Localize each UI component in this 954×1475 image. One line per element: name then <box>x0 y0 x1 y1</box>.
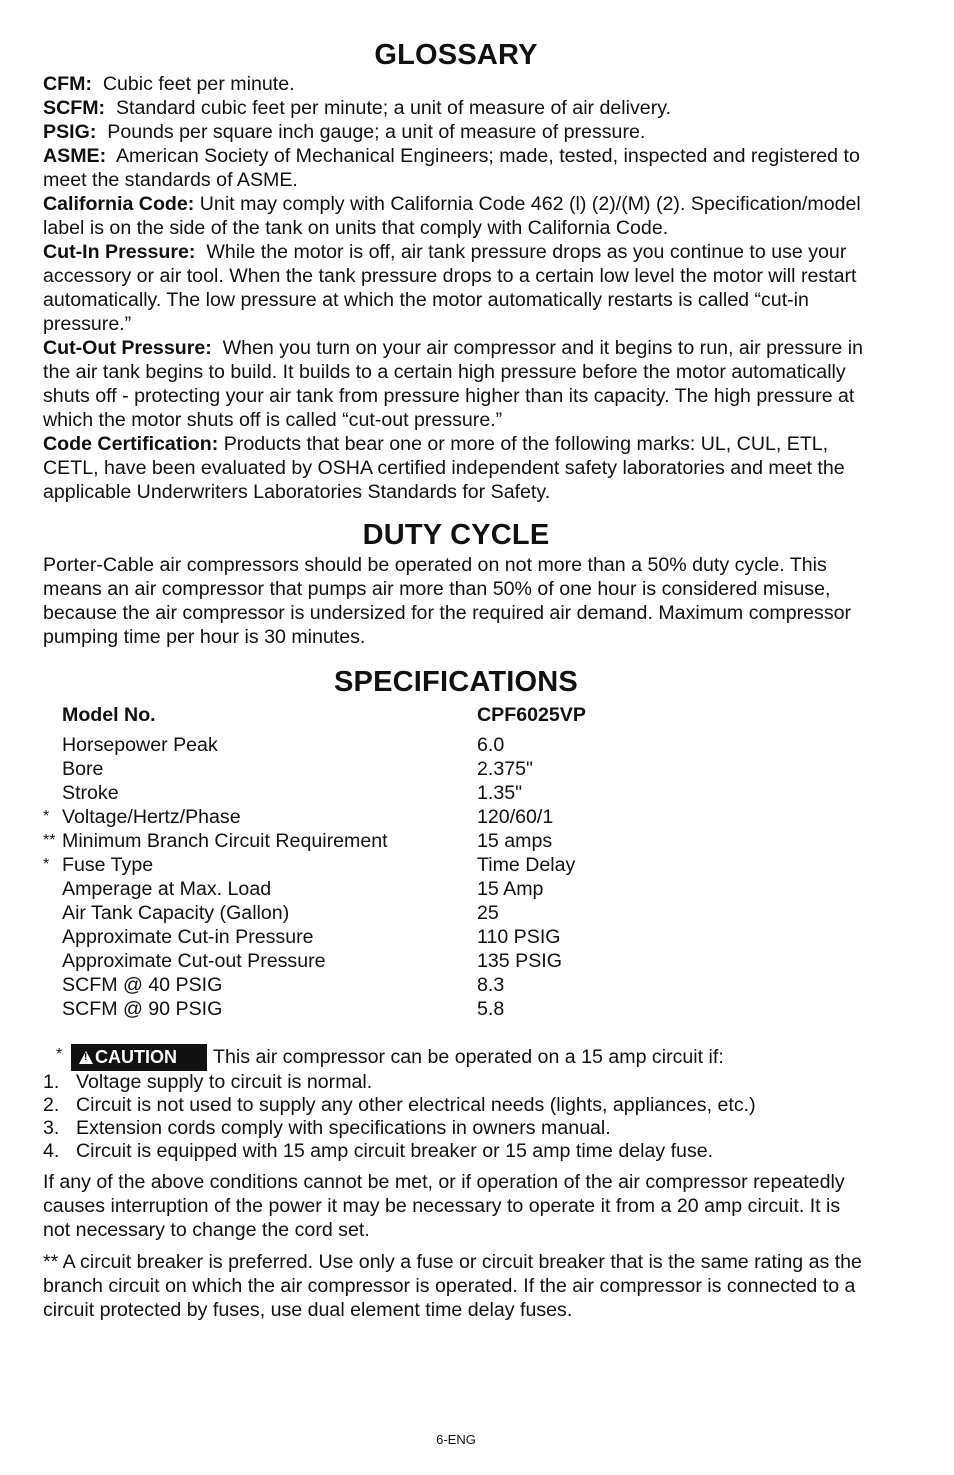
spec-row <box>43 757 869 781</box>
spec-row <box>43 997 869 1021</box>
glossary-term: SCFM: <box>43 97 106 119</box>
spec-value: 120/60/1 <box>477 806 554 828</box>
circuit-conditions-list <box>43 1071 869 1163</box>
spec-footnote-mark: * <box>43 856 50 873</box>
spec-label: Minimum Branch Circuit Requirement <box>62 830 388 852</box>
spec-value: 15 Amp <box>477 878 544 900</box>
spec-label: Approximate Cut-out Pressure <box>62 950 326 972</box>
spec-label: Bore <box>62 758 104 780</box>
spec-label: Amperage at Max. Load <box>62 878 272 900</box>
list-number: 1. <box>43 1071 60 1093</box>
spec-label: Voltage/Hertz/Phase <box>62 806 241 828</box>
list-number: 3. <box>43 1117 60 1139</box>
glossary-definition: While the motor is off, air tank pressure drops as you continue to use your accessory or air tool. When the tank pressure drops to a certain low level the motor will restart automatically. The low pressure at which the motor automatically restarts is called “cut-in pressure.” <box>43 241 857 335</box>
warning-triangle-icon <box>79 1051 93 1064</box>
list-text: Circuit is not used to supply any other electrical needs (lights, appliances, etc.) <box>76 1094 756 1116</box>
glossary-definition: Cubic feet per minute. <box>102 73 295 95</box>
spec-row <box>43 733 869 757</box>
glossary-entry <box>43 192 869 240</box>
caution-badge-label: CAUTION <box>95 1047 177 1067</box>
spec-value: 15 amps <box>477 830 553 852</box>
specifications-heading: SPECIFICATIONS <box>334 666 578 698</box>
glossary-definition: Unit may comply with California Code 462 (l) (2)/(M) (2). Specification/model label is on the side of the tank on units that comply with California Code. <box>43 193 861 239</box>
glossary-term: Cut-In Pressure: <box>43 241 196 263</box>
glossary-entry <box>43 336 869 432</box>
list-item <box>43 1117 869 1140</box>
glossary-entry <box>43 144 869 192</box>
list-number: 2. <box>43 1094 60 1116</box>
spec-row <box>43 901 869 925</box>
spec-row <box>43 853 869 877</box>
spec-row <box>43 829 869 853</box>
spec-row <box>43 877 869 901</box>
glossary-list <box>43 72 869 504</box>
manual-page <box>43 38 869 1322</box>
spec-value: 110 PSIG <box>477 926 561 948</box>
list-item <box>43 1094 869 1117</box>
glossary-definition: Standard cubic feet per minute; a unit of measure of air delivery. <box>115 97 672 119</box>
circuit-note: If any of the above conditions cannot be met, or if operation of the air compressor repeatedly causes interruption of the power it may be necessary to operate it from a 20 amp circuit. It is not necessary to change the cord set. <box>43 1171 845 1241</box>
spec-value: 6.0 <box>477 734 505 756</box>
glossary-entry <box>43 120 869 144</box>
glossary-definition: Pounds per square inch gauge; a unit of measure of pressure. <box>107 121 646 143</box>
duty-cycle-heading: DUTY CYCLE <box>362 519 550 551</box>
glossary-term: Cut-Out Pressure: <box>43 337 212 359</box>
glossary-entry <box>43 72 869 96</box>
spec-value: 2.375" <box>477 758 533 780</box>
spec-row <box>43 973 869 997</box>
list-text: Voltage supply to circuit is normal. <box>76 1071 373 1093</box>
glossary-entry <box>43 432 869 504</box>
spec-row <box>43 949 869 973</box>
spec-header-row <box>43 703 869 727</box>
glossary-entry <box>43 96 869 120</box>
glossary-term: Code Certification: <box>43 433 219 455</box>
spec-row <box>43 805 869 829</box>
glossary-entry <box>43 240 869 336</box>
page-number: 6-ENG <box>436 1432 476 1447</box>
specifications-table <box>43 703 869 1021</box>
spec-value: 8.3 <box>477 974 505 996</box>
spec-header-value: CPF6025VP <box>477 704 586 726</box>
spec-label: Horsepower Peak <box>62 734 218 756</box>
glossary-term: CFM: <box>43 73 92 95</box>
spec-label: Air Tank Capacity (Gallon) <box>62 902 290 924</box>
duty-cycle-text: Porter-Cable air compressors should be operated on not more than a 50% duty cycle. This means an air compressor that pumps air more than 50% of one hour is considered misuse, because the air compressor is undersized for the required air demand. Maximum compressor pumping time per hour is 30 minutes. <box>43 554 852 648</box>
caution-text: This air compressor can be operated on a 15 amp circuit if: <box>213 1046 724 1068</box>
list-item <box>43 1140 869 1163</box>
list-number: 4. <box>43 1140 60 1162</box>
glossary-term: PSIG: <box>43 121 97 143</box>
spec-row <box>43 781 869 805</box>
caution-badge <box>71 1044 207 1071</box>
glossary-term: ASME: <box>43 145 107 167</box>
spec-value: 5.8 <box>477 998 505 1020</box>
spec-value: 1.35" <box>477 782 523 804</box>
list-text: Extension cords comply with specifications in owners manual. <box>76 1117 611 1139</box>
spec-value: Time Delay <box>477 854 576 876</box>
spec-row <box>43 925 869 949</box>
glossary-heading: GLOSSARY <box>374 39 538 71</box>
spec-footnote-mark: * <box>43 808 50 825</box>
spec-label: Fuse Type <box>62 854 154 876</box>
caution-footnote-mark: * <box>56 1046 63 1063</box>
spec-footnote-mark: ** <box>43 832 56 849</box>
glossary-definition: American Society of Mechanical Engineers; made, tested, inspected and registered to meet the standards of ASME. <box>43 145 860 191</box>
spec-value: 25 <box>477 902 499 924</box>
spec-value: 135 PSIG <box>477 950 562 972</box>
list-text: Circuit is equipped with 15 amp circuit breaker or 15 amp time delay fuse. <box>76 1140 714 1162</box>
caution-line <box>43 1045 869 1071</box>
glossary-definition: Products that bear one or more of the following marks: UL, CUL, ETL, CETL, have been evaluated by OSHA certified independent safety laboratories and meet the applicable Underwriters Laboratories Standards for Safety. <box>43 433 845 503</box>
spec-rows <box>43 733 869 1021</box>
spec-label: Stroke <box>62 782 119 804</box>
list-item <box>43 1071 869 1094</box>
circuit-breaker-note: ** A circuit breaker is preferred. Use only a fuse or circuit breaker that is the same rating as the branch circuit on which the air compressor is operated. If the air compressor is connected to a circuit protected by fuses, use dual element time delay fuses. <box>43 1251 862 1321</box>
spec-label: Approximate Cut-in Pressure <box>62 926 314 948</box>
spec-header-label: Model No. <box>62 704 156 726</box>
glossary-term: California Code: <box>43 193 195 215</box>
spec-label: SCFM @ 90 PSIG <box>62 998 223 1020</box>
glossary-definition: When you turn on your air compressor and it begins to run, air pressure in the air tank begins to build. It builds to a certain high pressure before the motor automatically shuts off - protecting your air tank from pressure higher than its capacity. The high pressure at which the motor shuts off is called “cut-out pressure.” <box>43 337 864 431</box>
spec-label: SCFM @ 40 PSIG <box>62 974 223 996</box>
